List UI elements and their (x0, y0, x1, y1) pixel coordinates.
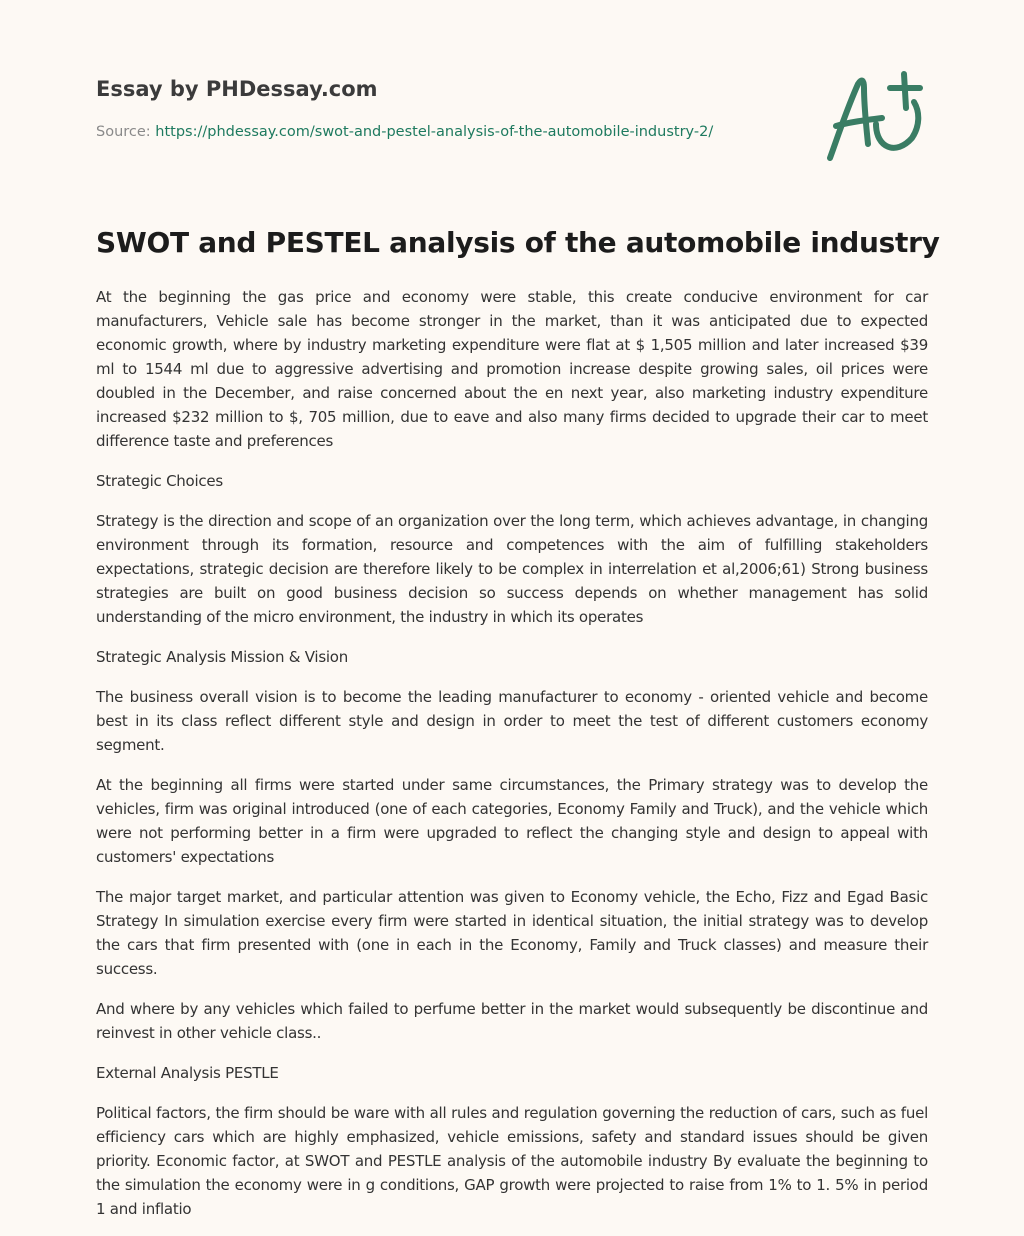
section-heading: External Analysis PESTLE (96, 1064, 279, 1082)
section-heading: Strategic Analysis Mission & Vision (96, 648, 348, 666)
site-brand: Essay by PHDessay.com (96, 77, 378, 101)
section-heading: Strategic Choices (96, 472, 223, 490)
source-label: Source: (96, 124, 156, 140)
paragraph: At the beginning the gas price and economy were stable, this create conducive environment for car manufacturers, Vehicle sale has become stronger in the market, than it was anticipated due to expected economic growth, where by industry marketing expenditure were flat at $ 1,505 million and later increased $39 ml to 1544 ml due to aggressive advertising and promotion increase despite growing sales, oil prices were doubled in the December, and raise concerned about the en next year, also marketing industry expenditure increased $232 million to $, 705 million, due to eave and also many firms decided to upgrade their car to meet difference taste and preferences (96, 288, 928, 450)
a-plus-grade-icon (820, 66, 930, 166)
paragraph: Strategy is the direction and scope of an organization over the long term, which achieves advantage, in changing environment through its formation, resource and competences with the aim of fulfilling stakeholders expectations, strategic decision are therefore likely to be complex in interrelation et al,2006;61) Strong business strategies are built on good business decision so success depends on whether management has solid understanding of the micro environment, the industry in which its operates (96, 512, 928, 626)
essay-body (96, 285, 928, 1236)
source-line (96, 124, 713, 140)
paragraph: The major target market, and particular attention was given to Economy vehicle, the Echo, Fizz and Egad Basic Strategy In simulation exercise every firm were started in identical situation, the initial strategy was to develop the cars that firm presented with (one in each in the Economy, Family and Truck classes) and measure their success. (96, 888, 928, 978)
paragraph: And where by any vehicles which failed to perfume better in the market would subsequently be discontinue and reinvest in other vehicle class.. (96, 1000, 928, 1042)
source-link[interactable]: https://phdessay.com/swot-and-pestel-analysis-of-the-automobile-industry-2/ (155, 124, 714, 140)
page-title: SWOT and PESTEL analysis of the automobile industry (96, 226, 940, 259)
paragraph: Political factors, the firm should be ware with all rules and regulation governing the reduction of cars, such as fuel efficiency cars which are highly emphasized, vehicle emissions, safety and standard issues should be given priority. Economic factor, at SWOT and PESTLE analysis of the automobile industry By evaluate the beginning to the simulation the economy were in g conditions, GAP growth were projected to raise from 1% to 1. 5% in period 1 and inflatio (96, 1104, 928, 1218)
paragraph: At the beginning all firms were started under same circumstances, the Primary strategy was to develop the vehicles, firm was original introduced (one of each categories, Economy Family and Truck), and the vehicle which were not performing better in a firm were upgraded to reflect the changing style and design to appeal with customers' expectations (96, 776, 928, 866)
paragraph: The business overall vision is to become the leading manufacturer to economy - oriented vehicle and become best in its class reflect different style and design in order to meet the test of different customers economy segment. (96, 688, 928, 754)
